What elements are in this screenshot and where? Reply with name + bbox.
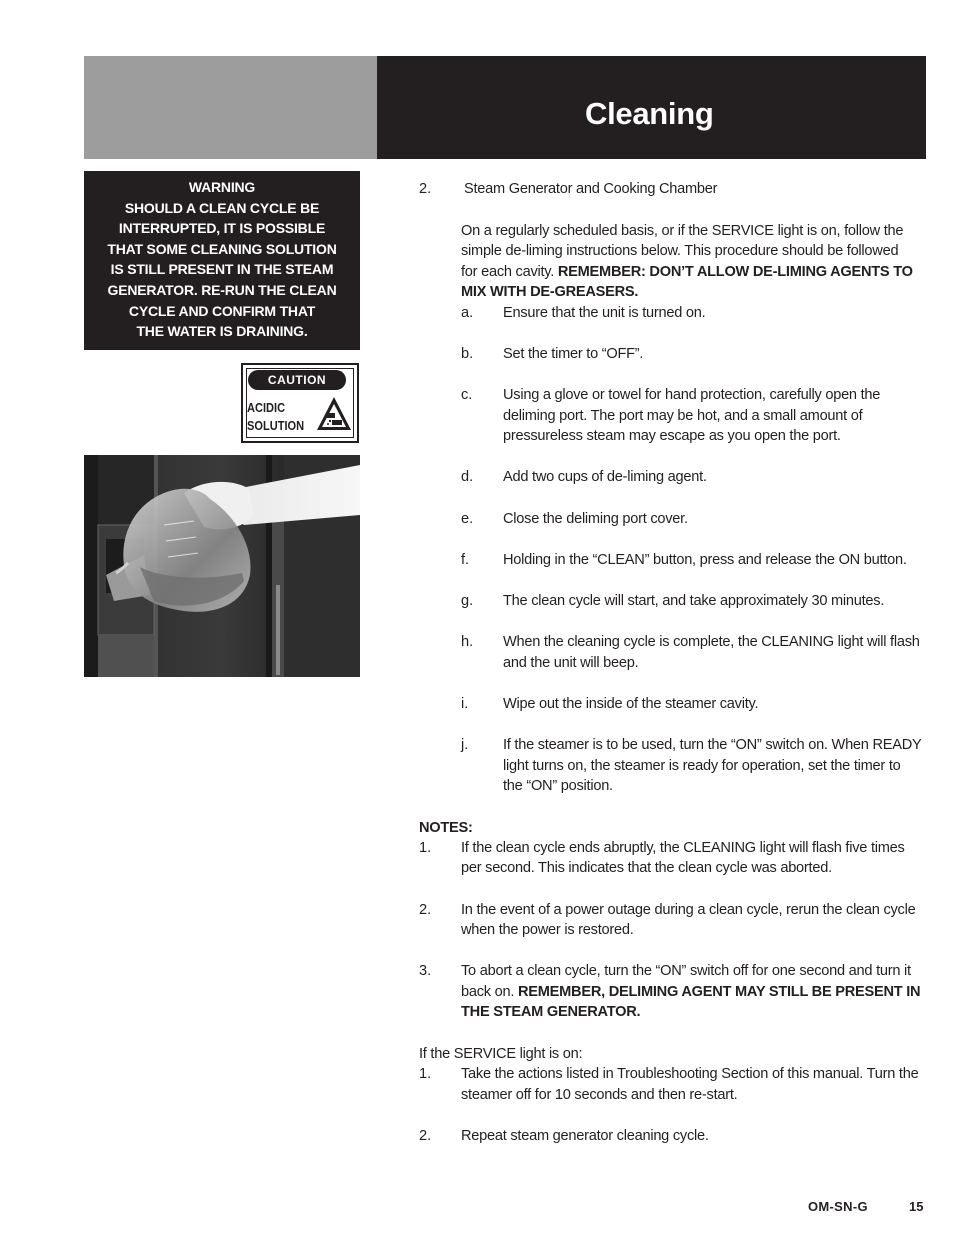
- step-letter: a.: [461, 305, 474, 321]
- step-letter: h.: [461, 634, 474, 650]
- note-number: 2.: [419, 902, 432, 918]
- corrosive-hazard-icon: [315, 395, 353, 433]
- intro-line: [461, 262, 913, 283]
- step-text: and the unit will beep.: [503, 655, 639, 671]
- intro-line: On a regularly scheduled basis, or if the SERVICE light is on, follow the: [461, 223, 904, 239]
- warning-line: IS STILL PRESENT IN THE STEAM: [110, 261, 334, 278]
- step-text: light turns on, the steamer is ready for operation, set the timer to: [503, 758, 901, 774]
- warning-box: [84, 171, 360, 350]
- step-letter: j.: [461, 737, 469, 753]
- step-letter: e.: [461, 511, 474, 527]
- step-text: If the steamer is to be used, turn the “ON” switch on. When READY: [503, 737, 922, 753]
- page-number: 15: [909, 1199, 924, 1214]
- service-text: Repeat steam generator cleaning cycle.: [461, 1128, 709, 1144]
- note-number: 3.: [419, 963, 432, 979]
- step-text: Using a glove or towel for hand protection, carefully open the: [503, 387, 881, 403]
- caution-label: CAUTION: [248, 370, 346, 390]
- step-letter: d.: [461, 469, 474, 485]
- warning-line: THE WATER IS DRAINING.: [136, 323, 308, 340]
- header-dark-block: [377, 56, 926, 159]
- intro-warning-bold: MIX WITH DE-GREASERS.: [461, 284, 639, 300]
- section-heading: Steam Generator and Cooking Chamber: [464, 181, 718, 197]
- service-text: steamer off for 10 seconds and then re-start.: [461, 1087, 738, 1103]
- caution-line-1: ACIDIC: [247, 400, 286, 415]
- pouring-measuring-cup-photo: [84, 455, 360, 677]
- note-warning-bold: THE STEAM GENERATOR.: [461, 1004, 641, 1020]
- page-title: Cleaning: [585, 96, 714, 131]
- note-text: In the event of a power outage during a clean cycle, rerun the clean cycle: [461, 902, 916, 918]
- step-letter: c.: [461, 387, 473, 403]
- step-text: Holding in the “CLEAN” button, press and release the ON button.: [503, 552, 907, 568]
- warning-line: CYCLE AND CONFIRM THAT: [128, 302, 316, 319]
- step-letter: g.: [461, 593, 474, 609]
- service-heading: If the SERVICE light is on:: [419, 1046, 583, 1062]
- note-text: [461, 982, 920, 1003]
- step-text: Ensure that the unit is turned on.: [503, 305, 706, 321]
- caution-sign: [241, 363, 359, 443]
- step-text: Add two cups of de-liming agent.: [503, 469, 707, 485]
- step-text: Set the timer to “OFF”.: [503, 346, 644, 362]
- warning-line: SHOULD A CLEAN CYCLE BE: [124, 199, 320, 216]
- warning-line: INTERRUPTED, IT IS POSSIBLE: [118, 220, 326, 237]
- warning-line: GENERATOR. RE-RUN THE CLEAN: [107, 281, 337, 298]
- step-text: The clean cycle will start, and take approximately 30 minutes.: [503, 593, 885, 609]
- step-letter: b.: [461, 346, 474, 362]
- intro-text: for each cavity.: [461, 264, 558, 280]
- service-text: Take the actions listed in Troubleshooting Section of this manual. Turn the: [461, 1066, 919, 1082]
- warning-heading: WARNING: [188, 179, 256, 195]
- service-number: 1.: [419, 1066, 432, 1082]
- note-warning-bold: REMEMBER, DELIMING AGENT MAY STILL BE PRESENT IN: [517, 984, 921, 1000]
- service-number: 2.: [419, 1128, 432, 1144]
- note-text-normal: back on.: [461, 984, 518, 1000]
- step-text: When the cleaning cycle is complete, the CLEANING light will flash: [503, 634, 920, 650]
- note-text: If the clean cycle ends abruptly, the CLEANING light will flash five times: [461, 840, 905, 856]
- step-text: pressureless steam may escape as you open the port.: [503, 428, 841, 444]
- step-text: the “ON” position.: [503, 778, 613, 794]
- section-number: 2.: [419, 181, 432, 197]
- step-letter: f.: [461, 552, 470, 568]
- note-text: when the power is restored.: [461, 922, 634, 938]
- note-number: 1.: [419, 840, 432, 856]
- caution-line-2: SOLUTION: [247, 418, 305, 433]
- step-text: Close the deliming port cover.: [503, 511, 688, 527]
- notes-heading: NOTES:: [419, 820, 473, 836]
- step-text: Wipe out the inside of the steamer cavity.: [503, 696, 759, 712]
- step-letter: i.: [461, 696, 469, 712]
- note-text: per second. This indicates that the clean cycle was aborted.: [461, 860, 832, 876]
- warning-line: THAT SOME CLEANING SOLUTION: [107, 240, 337, 257]
- header-gray-block: [84, 56, 377, 159]
- document-code: OM-SN-G: [808, 1199, 868, 1214]
- step-text: deliming port. The port may be hot, and a small amount of: [503, 408, 863, 424]
- intro-warning-bold: REMEMBER: DON’T ALLOW DE-LIMING AGENTS TO: [557, 264, 913, 280]
- note-text: To abort a clean cycle, turn the “ON” switch off for one second and turn it: [461, 963, 911, 979]
- intro-line: simple de-liming instructions below. This procedure should be followed: [461, 243, 899, 259]
- caution-text: [247, 399, 304, 435]
